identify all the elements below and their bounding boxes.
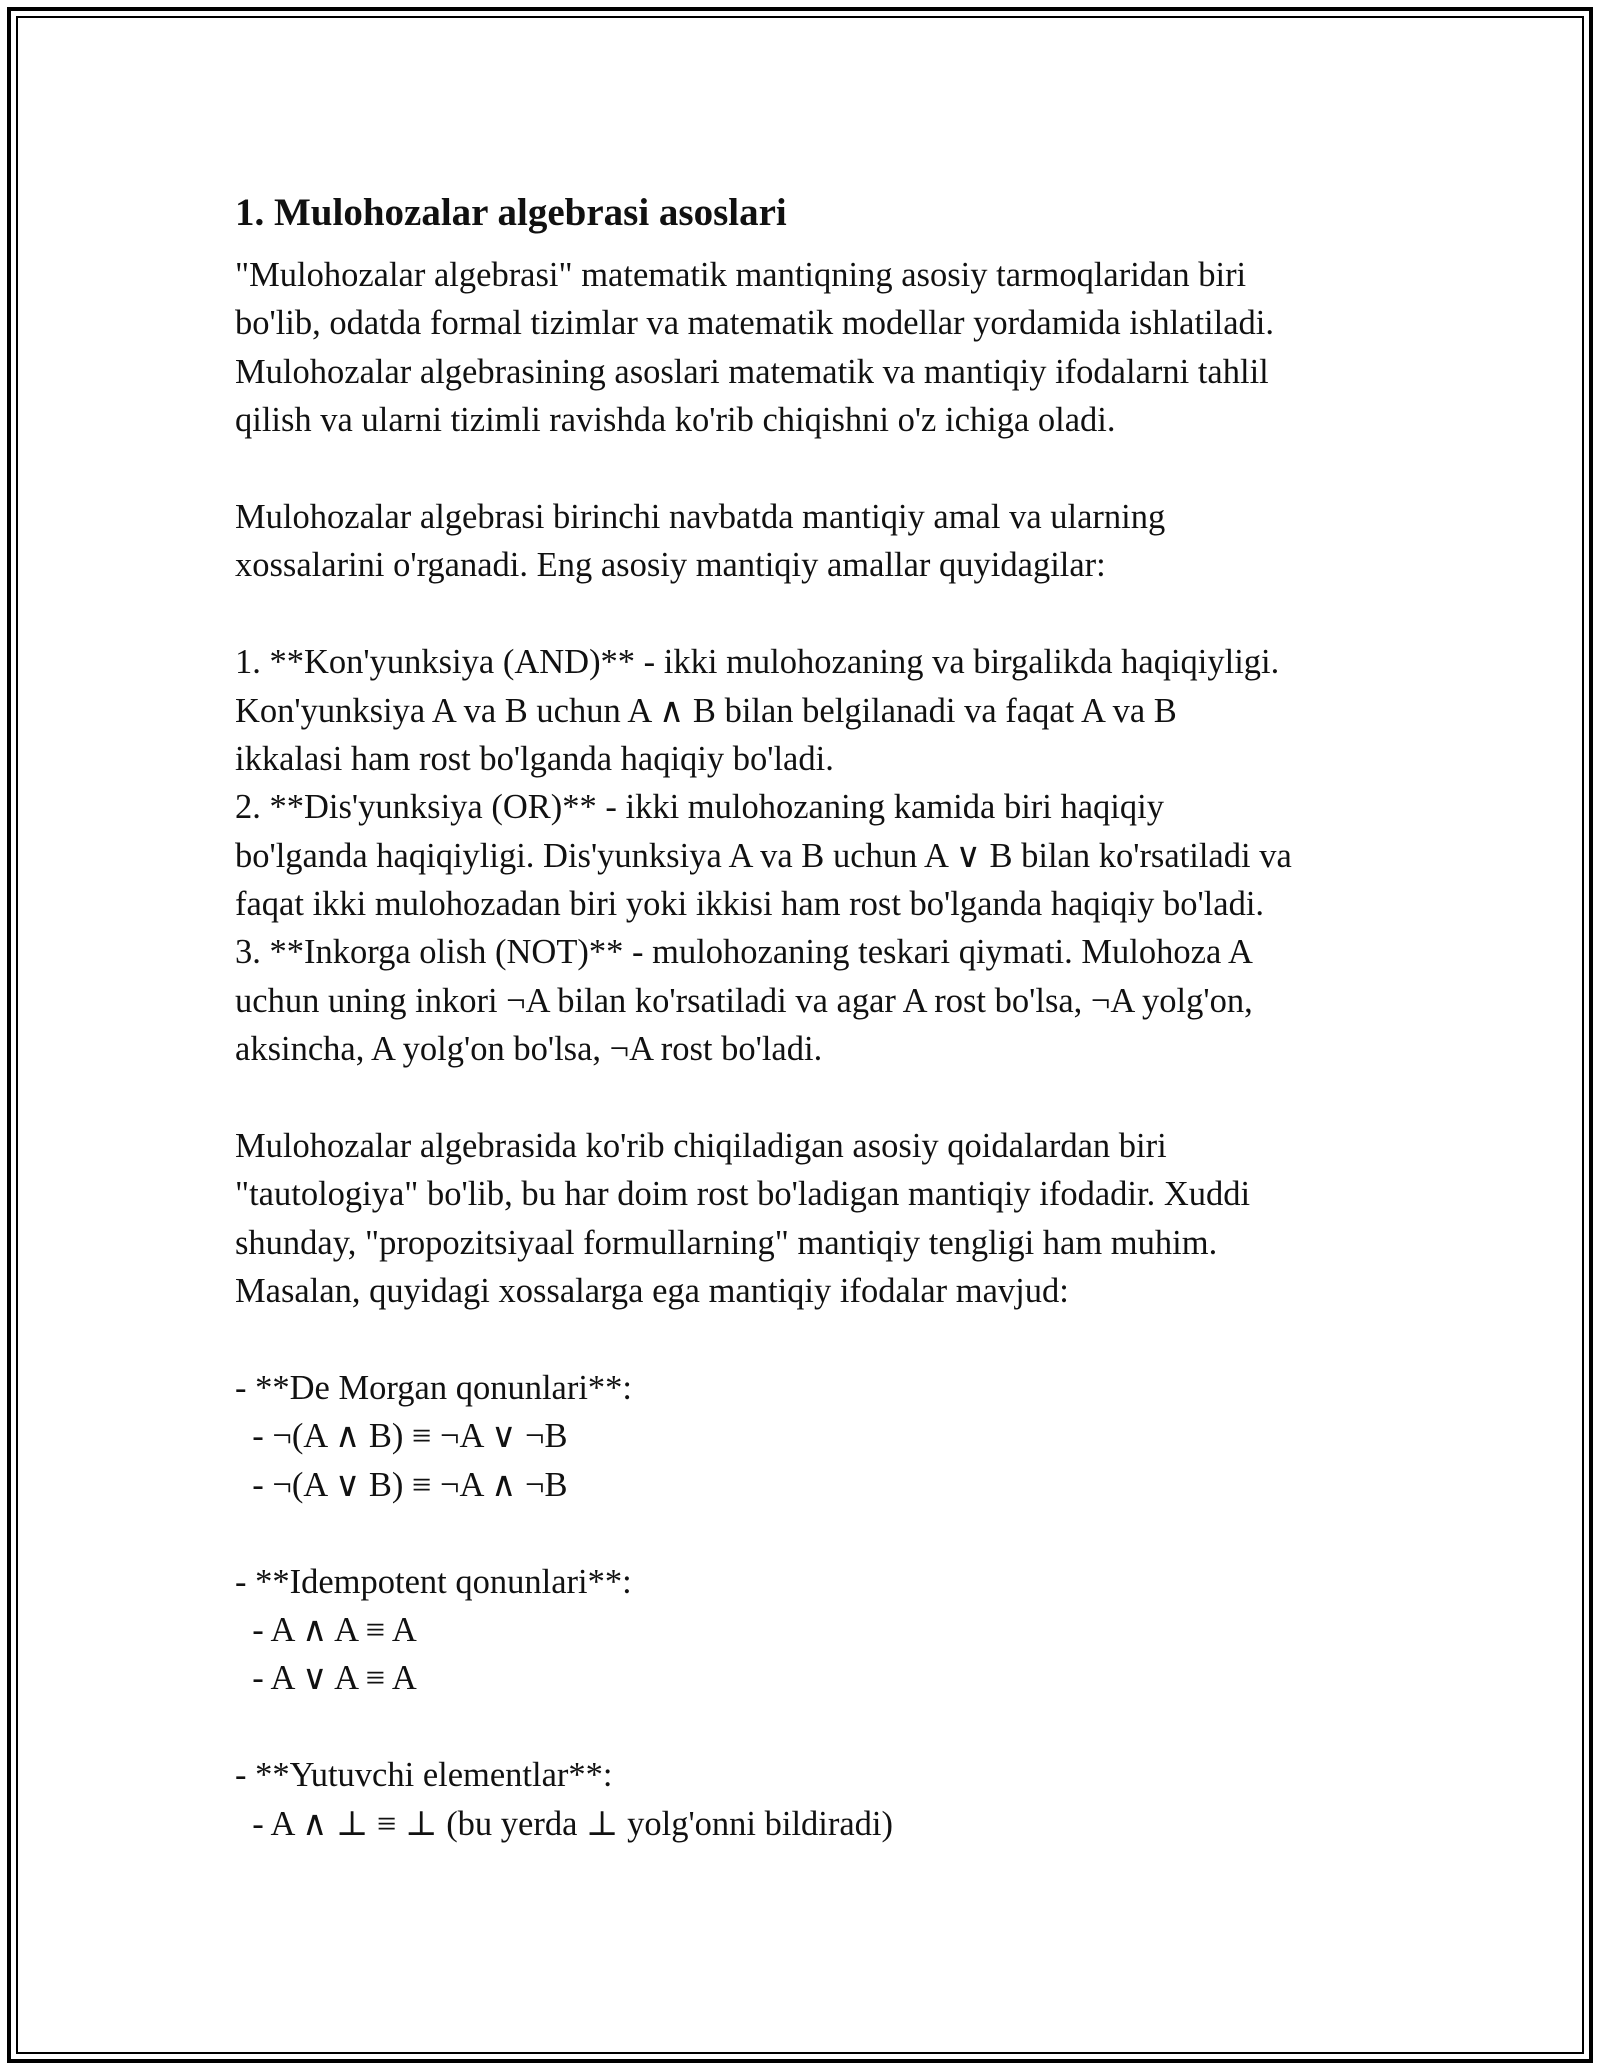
text-line: faqat ikki mulohozadan biri yoki ikkisi ham rost bo'lganda haqiqiy bo'ladi. <box>235 885 1265 924</box>
text-line: - **Yutuvchi elementlar**: <box>235 1756 613 1795</box>
text-line: Kon'yunksiya A va B uchun A ∧ B bilan belgilanadi va faqat A va B <box>235 691 1177 730</box>
text-line: 2. **Dis'yunksiya (OR)** - ikki mulohozaning kamida biri haqiqiy <box>235 788 1164 827</box>
document-title: 1. Mulohozalar algebrasi asoslari <box>235 191 787 234</box>
text-line: shunday, "propozitsiyaal formullarning" mantiqiy tengligi ham muhim. <box>235 1223 1218 1262</box>
text-line: bo'lganda haqiqiyligi. Dis'yunksiya A va B uchun A ∨ B bilan ko'rsatiladi va <box>235 836 1292 875</box>
text-line: Mulohozalar algebrasida ko'rib chiqiladigan asosiy qoidalardan biri <box>235 1127 1167 1166</box>
text-line: 3. **Inkorga olish (NOT)** - mulohozaning teskari qiymati. Mulohoza A <box>235 933 1253 972</box>
text-line: Masalan, quyidagi xossalarga ega mantiqiy ifodalar mavjud: <box>235 1272 1069 1311</box>
text-line: - A ∧ ⊥ ≡ ⊥ (bu yerda ⊥ yolg'onni bildiradi) <box>235 1804 894 1843</box>
document-text <box>235 251 1395 1848</box>
text-line: aksincha, A yolg'on bo'lsa, ¬A rost bo'ladi. <box>235 1030 823 1069</box>
text-line: - A ∨ A ≡ A <box>235 1659 417 1698</box>
text-line: 1. **Kon'yunksiya (AND)** - ikki mulohozaning va birgalikda haqiqiyligi. <box>235 643 1280 682</box>
text-line: uchun uning inkori ¬A bilan ko'rsatiladi va agar A rost bo'lsa, ¬A yolg'on, <box>235 981 1253 1020</box>
text-line: - **De Morgan qonunlari**: <box>235 1368 633 1407</box>
text-line: - ¬(A ∨ B) ≡ ¬A ∧ ¬B <box>235 1465 568 1504</box>
text-line: - **Idempotent qonunlari**: <box>235 1562 632 1601</box>
text-line: qilish va ularni tizimli ravishda ko'rib chiqishni o'z ichiga oladi. <box>235 401 1116 440</box>
blank-line <box>235 590 1395 638</box>
text-line: - A ∧ A ≡ A <box>235 1610 417 1649</box>
text-line: "tautologiya" bo'lib, bu har doim rost bo'ladigan mantiqiy ifodadir. Xuddi <box>235 1175 1251 1214</box>
blank-line <box>235 1509 1395 1557</box>
text-line: Mulohozalar algebrasi birinchi navbatda mantiqiy amal va ularning <box>235 497 1166 536</box>
text-line: bo'lib, odatda formal tizimlar va matematik modellar yordamida ishlatiladi. <box>235 304 1274 343</box>
text-line: - ¬(A ∧ B) ≡ ¬A ∨ ¬B <box>235 1417 568 1456</box>
document-body <box>235 185 1395 1848</box>
blank-line <box>235 445 1395 493</box>
blank-line <box>235 1074 1395 1122</box>
blank-line <box>235 1703 1395 1751</box>
text-line: ikkalasi ham rost bo'lganda haqiqiy bo'ladi. <box>235 739 834 778</box>
blank-line <box>235 1316 1395 1364</box>
text-line: xossalarini o'rganadi. Eng asosiy mantiqiy amallar quyidagilar: <box>235 546 1106 585</box>
text-line: "Mulohozalar algebrasi" matematik mantiqning asosiy tarmoqlaridan biri <box>235 256 1247 294</box>
text-line: Mulohozalar algebrasining asoslari matematik va mantiqiy ifodalarni tahlil <box>235 352 1269 391</box>
